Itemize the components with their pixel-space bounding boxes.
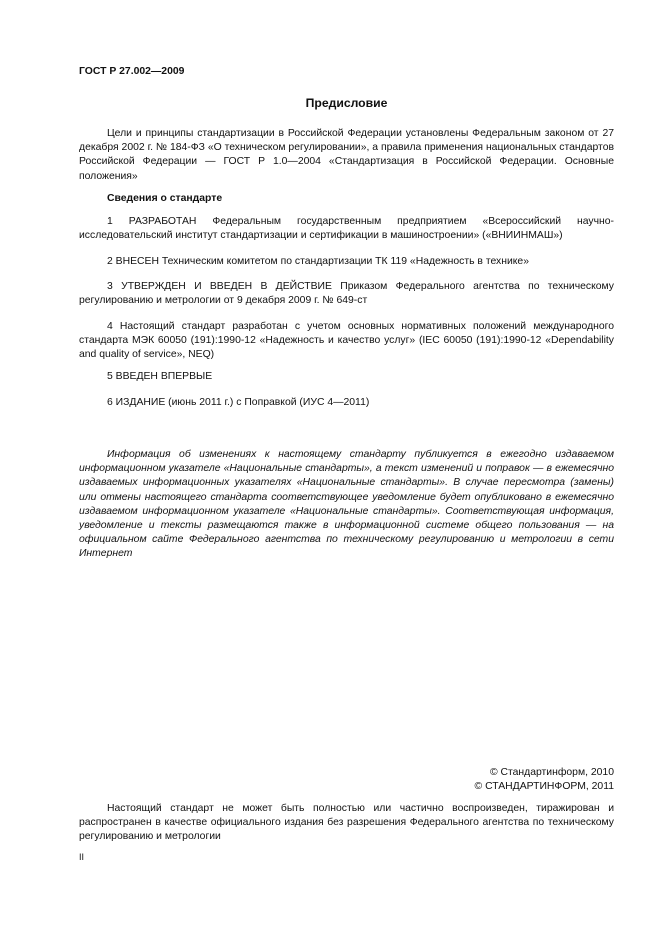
page-number: II (79, 852, 85, 862)
section-heading: Сведения о стандарте (107, 193, 223, 204)
item-3: 3 УТВЕРЖДЕН И ВВЕДЕН В ДЕЙСТВИЕ Приказом Федерального агентства по техническому регулированию и метрологии от 9 декабря 2009 г. № 649-ст (79, 281, 614, 307)
copyright-2011: © СТАНДАРТИНФОРМ, 2011 (474, 781, 614, 792)
item-2: 2 ВНЕСЕН Техническим комитетом по стандартизации ТК 119 «Надежность в технике» (107, 256, 529, 267)
item-5: 5 ВВЕДЕН ВПЕРВЫЕ (107, 371, 213, 382)
document-header: ГОСТ Р 27.002—2009 (79, 66, 185, 77)
item-6: 6 ИЗДАНИЕ (июнь 2011 г.) с Поправкой (ИУС 4—2011) (107, 397, 370, 408)
item-4: 4 Настоящий стандарт разработан с учетом основных нормативных положений международного стандарта МЭК 60050 (191):1990-12 «Надежность и качество услуг» (IEC 60050 (191):1990-12 «Dependability and quality of service», NEQ) (79, 321, 614, 361)
intro-paragraph: Цели и принципы стандартизации в Российской Федерации установлены Федеральным законом от 27 декабря 2002 г. № 184-ФЗ «О техническом регулировании», а правила применения национальных стандартов Российской Федерации — ГОСТ Р 1.0—2004 «Стандартизация в Российской Федерации. Основные положения» (79, 128, 614, 182)
item-1: 1 РАЗРАБОТАН Федеральным государственным предприятием «Всероссийский научно-исследовательский институт стандартизации и сертификации в машиностроении» («ВНИИНМАШ») (79, 216, 614, 242)
copyright-2010: © Стандартинформ, 2010 (489, 767, 614, 778)
info-notice: Информация об изменениях к настоящему стандарту публикуется в ежегодно издаваемом информационном указателе «Национальные стандарты», а текст изменений и поправок — в ежемесячно издаваемых информационных указателях «Национальные стандарты». В случае пересмотра (замены) или отмены настоящего стандарта соответствующее уведомление будет опубликовано в ежемесячно издаваемом информационном указателе «Национальные стандарты». Соответствующая информация, уведомление и тексты размещаются также в информационной системе общего пользования — на официальном сайте Федерального агентства по техническому регулированию и метрологии в сети Интернет (79, 449, 614, 560)
reproduction-notice: Настоящий стандарт не может быть полностью или частично воспроизведен, тиражирован и распространен в качестве официального издания без разрешения Федерального агентства по техническому регулированию и метрологии (79, 803, 614, 843)
page-title: Предисловие (305, 96, 388, 110)
